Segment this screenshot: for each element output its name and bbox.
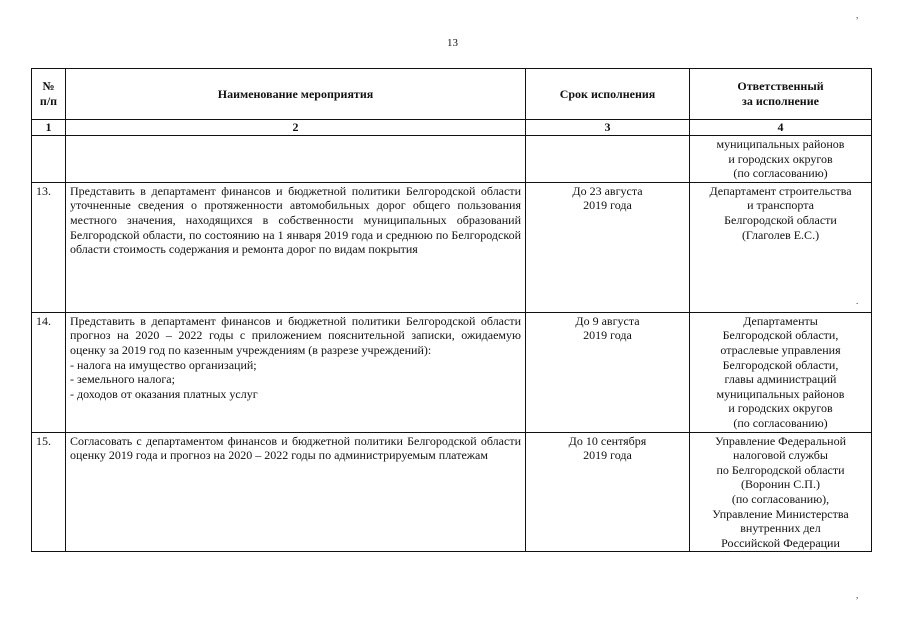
column-number: 2: [66, 120, 526, 136]
header-responsible: [690, 69, 872, 120]
continuation-task-cell: [66, 136, 526, 183]
row-task: Согласовать с департаментом финансов и бюджетной политики Белгородской области оценку 2019 года и прогноз на 2020 – 2022 годы по администрируемым платежам: [66, 432, 526, 552]
responsible-line: и городских округов: [728, 151, 833, 166]
deadline-line: 2019 года: [583, 198, 632, 213]
row-deadline: [526, 182, 690, 312]
row-deadline: [526, 432, 690, 552]
column-number: 4: [690, 120, 872, 136]
responsible-line: муниципальных районов: [716, 386, 845, 401]
header-responsible-line: Ответственный: [737, 79, 824, 94]
continuation-deadline-cell: [526, 136, 690, 183]
responsible-line: Департаменты: [743, 313, 818, 328]
responsible-line: Управление Федеральной: [715, 433, 846, 448]
row-responsible: [690, 182, 872, 312]
responsible-line: (по согласованию): [733, 415, 828, 430]
column-number: 3: [526, 120, 690, 136]
column-number-row: [32, 120, 872, 136]
task-line: Представить в департамент финансов и бюджетной политики Белгородской области прогноз на 2020 – 2022 годы с приложением пояснительной записки, ожидаемую оценку за 2019 год по казенным учреждениям (в разрезе учреждений):: [70, 313, 521, 357]
row-task: [66, 312, 526, 432]
responsible-line: налоговой службы: [733, 448, 828, 463]
deadline-line: 2019 года: [583, 448, 632, 463]
responsible-line: (по согласованию): [733, 166, 828, 181]
responsible-line: по Белгородской области: [716, 462, 845, 477]
row-number: 13.: [32, 182, 66, 312]
deadline-line: До 9 августа: [575, 313, 640, 328]
responsible-line: Департамент строительства: [709, 183, 852, 198]
header-number: [32, 69, 66, 120]
row-responsible: [690, 432, 872, 552]
deadline-line: До 10 сентября: [568, 433, 647, 448]
table-row: [32, 432, 872, 552]
responsible-line: внутренних дел: [740, 521, 821, 536]
header-deadline: Срок исполнения: [526, 69, 690, 120]
deadline-line: 2019 года: [583, 328, 632, 343]
header-responsible-line: за исполнение: [742, 94, 819, 108]
task-line: - доходов от оказания платных услуг: [70, 386, 258, 401]
row-task: Представить в департамент финансов и бюджетной политики Белгородской области уточненные сведения о протяженности автомобильных дорог общего пользования местного значения, находящихся в собственности муниципальных образований Белгородской области, по состоянию на 1 января 2019 года и среднюю по Белгородской области стоимость содержания и ремонта дорог по видам покрытия: [66, 182, 526, 312]
page-number: 13: [447, 37, 458, 49]
action-plan-table: [31, 68, 872, 552]
row-deadline: [526, 312, 690, 432]
continuation-num-cell: [32, 136, 66, 183]
header-number-line: п/п: [39, 94, 58, 108]
responsible-line: Белгородской области,: [722, 357, 839, 372]
responsible-line: главы администраций: [724, 372, 837, 387]
row-responsible: [690, 312, 872, 432]
row-number: 14.: [32, 312, 66, 432]
task-line: - налога на имущество организаций;: [70, 357, 257, 372]
responsible-line: (по согласованию),: [731, 491, 830, 506]
responsible-line: и транспорта: [747, 198, 814, 213]
deadline-line: До 23 августа: [572, 183, 643, 198]
header-number-line: №: [42, 79, 55, 94]
continuation-responsible-cell: [690, 136, 872, 183]
responsible-line: Белгородской области,: [722, 328, 839, 343]
row-number: 15.: [32, 432, 66, 552]
responsible-line: Управление Министерства: [712, 506, 849, 521]
responsible-line: (Глаголев Е.С.): [741, 227, 820, 242]
responsible-line: муниципальных районов: [716, 137, 845, 151]
table-row: [32, 182, 872, 312]
task-line: - земельного налога;: [70, 372, 175, 387]
table-header-row: [32, 69, 872, 120]
table-row: [32, 312, 872, 432]
table-row-continuation: [32, 136, 872, 183]
responsible-line: (Воронин С.П.): [741, 477, 820, 492]
scan-speck: .: [856, 296, 859, 306]
column-number: 1: [32, 120, 66, 136]
responsible-line: и городских округов: [728, 401, 833, 416]
header-task: Наименование мероприятия: [66, 69, 526, 120]
scan-speck: ,: [856, 10, 859, 20]
scan-speck: ,: [856, 590, 859, 600]
responsible-line: Российской Федерации: [721, 535, 840, 550]
responsible-line: отраслевые управления: [720, 342, 841, 357]
responsible-line: Белгородской области: [724, 212, 837, 227]
